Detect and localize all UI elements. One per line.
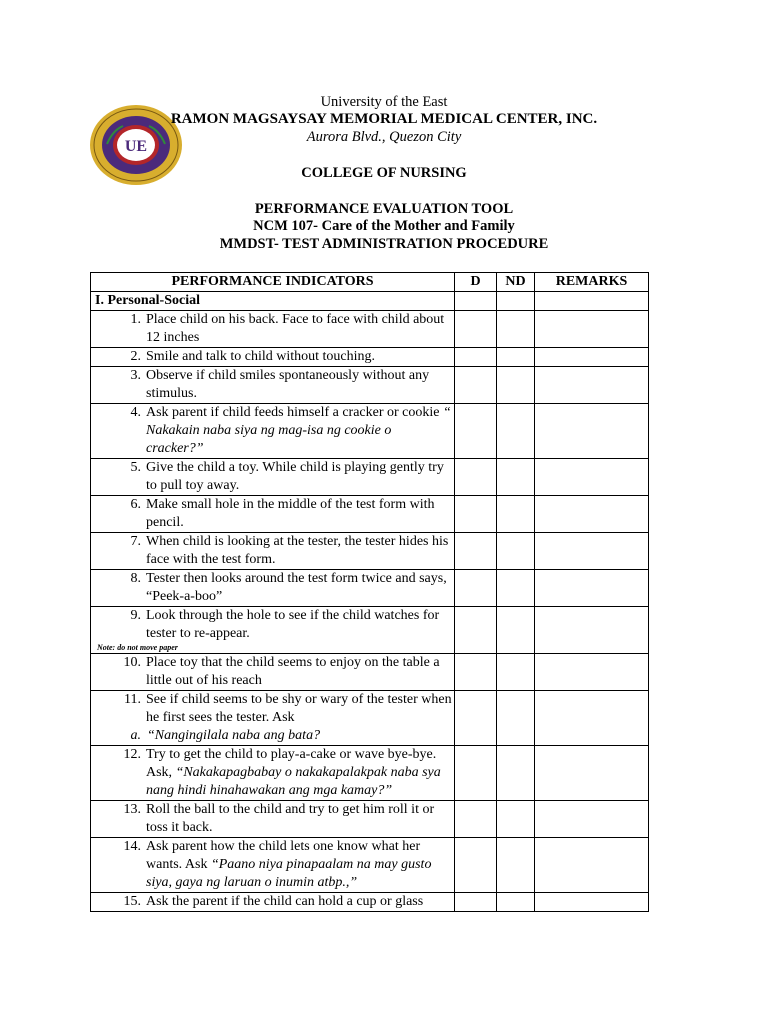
indicator-cell	[91, 348, 455, 367]
d-cell[interactable]	[455, 292, 497, 311]
indicator-item	[93, 746, 452, 800]
indicator-text-wrap	[146, 348, 452, 366]
indicator-number: 5.	[130, 460, 141, 475]
nd-cell[interactable]	[497, 292, 535, 311]
indicator-text: Give the child a toy. While child is playing gently try to pull toy away.	[146, 460, 444, 493]
d-cell[interactable]	[455, 893, 497, 912]
indicator-subitem	[93, 727, 452, 745]
table-row	[91, 311, 649, 348]
indicator-text: Try to get the child to play-a-cake or wave bye-bye. Ask,	[146, 747, 437, 780]
d-cell[interactable]	[455, 746, 497, 801]
d-cell[interactable]	[455, 496, 497, 533]
table-row	[91, 348, 649, 367]
d-cell[interactable]	[455, 570, 497, 607]
indicator-text-wrap	[146, 746, 452, 800]
indicator-text-wrap	[146, 607, 452, 643]
indicator-question: “Paano niya pinapaalam na may gusto siya, gaya ng laruan o inumin atbp.,”	[146, 857, 432, 890]
indicator-cell	[91, 459, 455, 496]
indicator-text-wrap	[146, 654, 452, 690]
indicator-text: See if child seems to be shy or wary of the tester when he first sees the tester. Ask	[146, 692, 452, 725]
medical-center-name: RAMON MAGSAYSAY MEMORIAL MEDICAL CENTER, INC.	[170, 111, 598, 127]
indicator-cell	[91, 801, 455, 838]
d-cell[interactable]	[455, 691, 497, 746]
indicator-number: 6.	[130, 497, 141, 512]
table-row	[91, 607, 649, 654]
remarks-cell[interactable]	[535, 801, 649, 838]
nd-cell[interactable]	[497, 893, 535, 912]
remarks-cell[interactable]	[535, 459, 649, 496]
column-header-nd: ND	[497, 273, 535, 292]
indicator-text-wrap	[146, 691, 452, 727]
indicator-cell	[91, 367, 455, 404]
d-cell[interactable]	[455, 348, 497, 367]
indicator-number: 7.	[130, 534, 141, 549]
indicator-text: Make small hole in the middle of the test form with pencil.	[146, 497, 435, 530]
indicator-text-wrap	[146, 838, 452, 892]
remarks-cell[interactable]	[535, 292, 649, 311]
address: Aurora Blvd., Quezon City	[306, 129, 462, 145]
table-row	[91, 496, 649, 533]
column-header-indicators: PERFORMANCE INDICATORS	[91, 273, 455, 292]
indicator-text-wrap	[146, 367, 452, 403]
remarks-cell[interactable]	[535, 367, 649, 404]
nd-cell[interactable]	[497, 691, 535, 746]
indicator-item	[93, 570, 452, 606]
indicator-number: 9.	[130, 608, 141, 623]
nd-cell[interactable]	[497, 654, 535, 691]
nd-cell[interactable]	[497, 838, 535, 893]
course-title: NCM 107- Care of the Mother and Family	[253, 218, 515, 234]
remarks-cell[interactable]	[535, 746, 649, 801]
remarks-cell[interactable]	[535, 533, 649, 570]
table-row	[91, 654, 649, 691]
remarks-cell[interactable]	[535, 893, 649, 912]
indicator-text-wrap	[146, 570, 452, 606]
indicator-text: When child is looking at the tester, the tester hides his face with the test form.	[146, 534, 449, 567]
remarks-cell[interactable]	[535, 570, 649, 607]
indicator-text-wrap	[146, 533, 452, 569]
indicator-text: Ask the parent if the child can hold a cup or glass	[146, 894, 424, 909]
indicator-item	[93, 348, 452, 366]
remarks-cell[interactable]	[535, 691, 649, 746]
subitem-letter: a.	[130, 728, 141, 743]
indicator-number: 4.	[130, 405, 141, 420]
indicator-text: Ask parent if child feeds himself a cracker or cookie	[146, 405, 440, 420]
remarks-cell[interactable]	[535, 838, 649, 893]
indicator-cell	[91, 893, 455, 912]
indicator-text: Smile and talk to child without touching.	[146, 349, 376, 364]
section-row	[91, 292, 649, 311]
table-row	[91, 838, 649, 893]
nd-cell[interactable]	[497, 367, 535, 404]
indicator-question: “Nakakapagbabay o nakakapalakpak naba sya nang hindi hinahawakan ang mga kamay?”	[146, 765, 441, 798]
procedure-title: MMDST- TEST ADMINISTRATION PROCEDURE	[219, 236, 549, 252]
nd-cell[interactable]	[497, 570, 535, 607]
remarks-cell[interactable]	[535, 496, 649, 533]
indicator-text: Look through the hole to see if the child watches for tester to re-appear.	[146, 608, 440, 641]
indicator-number: 1.	[130, 312, 141, 327]
nd-cell[interactable]	[497, 496, 535, 533]
d-cell[interactable]	[455, 367, 497, 404]
indicator-item	[93, 838, 452, 892]
indicator-item	[93, 311, 452, 347]
nd-cell[interactable]	[497, 607, 535, 654]
indicator-number: 11.	[124, 692, 141, 707]
table-row	[91, 404, 649, 459]
indicator-cell	[91, 654, 455, 691]
indicator-item	[93, 607, 452, 643]
remarks-cell[interactable]	[535, 404, 649, 459]
table-row	[91, 367, 649, 404]
d-cell[interactable]	[455, 404, 497, 459]
remarks-cell[interactable]	[535, 607, 649, 654]
indicator-text: Observe if child smiles spontaneously without any stimulus.	[146, 368, 430, 401]
indicator-item	[93, 496, 452, 532]
table-row	[91, 801, 649, 838]
table-header-row	[91, 273, 649, 292]
indicator-cell	[91, 496, 455, 533]
university-name: University of the East	[320, 94, 448, 110]
indicator-cell	[91, 691, 455, 746]
evaluation-table	[90, 272, 649, 912]
indicator-text: Place child on his back. Face to face with child about 12 inches	[146, 312, 445, 345]
d-cell[interactable]	[455, 654, 497, 691]
nd-cell[interactable]	[497, 533, 535, 570]
table-row	[91, 459, 649, 496]
table-row	[91, 570, 649, 607]
indicator-item	[93, 801, 452, 837]
indicator-cell	[91, 838, 455, 893]
d-cell[interactable]	[455, 801, 497, 838]
indicator-text: Place toy that the child seems to enjoy on the table a little out of his reach	[146, 655, 440, 688]
indicator-text-wrap	[146, 893, 452, 911]
nd-cell[interactable]	[497, 459, 535, 496]
column-header-d: D	[455, 273, 497, 292]
indicator-note: Note: do not move paper	[97, 643, 178, 652]
section-title: I. Personal-Social	[91, 292, 455, 311]
indicator-item	[93, 654, 452, 690]
indicator-number: 2.	[130, 349, 141, 364]
d-cell[interactable]	[455, 311, 497, 348]
indicator-item	[93, 459, 452, 495]
table-row	[91, 691, 649, 746]
nd-cell[interactable]	[497, 404, 535, 459]
nd-cell[interactable]	[497, 348, 535, 367]
indicator-number: 14.	[123, 839, 141, 854]
indicator-number: 12.	[123, 747, 141, 762]
indicator-text: Tester then looks around the test form twice and says, “Peek-a-boo”	[146, 571, 447, 604]
d-cell[interactable]	[455, 607, 497, 654]
seal-center-text: UE	[124, 138, 148, 155]
indicator-item	[93, 367, 452, 403]
indicator-text-wrap	[146, 496, 452, 532]
indicator-item	[93, 893, 452, 911]
table-row	[91, 533, 649, 570]
indicator-text-wrap	[146, 459, 452, 495]
remarks-cell[interactable]	[535, 654, 649, 691]
indicator-text: Ask parent how the child lets one know what her wants. Ask	[146, 839, 421, 872]
remarks-cell[interactable]	[535, 311, 649, 348]
college-name: COLLEGE OF NURSING	[301, 165, 467, 181]
indicator-cell	[91, 404, 455, 459]
indicator-cell	[91, 533, 455, 570]
document-title: PERFORMANCE EVALUATION TOOL	[254, 201, 514, 217]
indicator-number: 15.	[123, 894, 141, 909]
indicator-cell	[91, 570, 455, 607]
indicator-item	[93, 691, 452, 727]
nd-cell[interactable]	[497, 311, 535, 348]
indicator-question: “ Nakakain naba siya ng mag-isa ng cookie o cracker?”	[146, 405, 451, 456]
d-cell[interactable]	[455, 459, 497, 496]
d-cell[interactable]	[455, 533, 497, 570]
indicator-number: 10.	[123, 655, 141, 670]
indicator-text-wrap	[146, 311, 452, 347]
table-row	[91, 893, 649, 912]
indicator-item	[93, 404, 452, 458]
column-header-remarks: REMARKS	[535, 273, 649, 292]
nd-cell[interactable]	[497, 801, 535, 838]
indicator-cell	[91, 311, 455, 348]
remarks-cell[interactable]	[535, 348, 649, 367]
indicator-text-wrap	[146, 404, 452, 458]
d-cell[interactable]	[455, 838, 497, 893]
subitem-text: “Nangingilala naba ang bata?	[147, 728, 321, 743]
table-row	[91, 746, 649, 801]
indicator-text-wrap	[146, 801, 452, 837]
indicator-item	[93, 533, 452, 569]
indicator-number: 13.	[123, 802, 141, 817]
indicator-cell	[91, 607, 455, 654]
indicator-number: 8.	[130, 571, 141, 586]
indicator-cell	[91, 746, 455, 801]
indicator-number: 3.	[130, 368, 141, 383]
nd-cell[interactable]	[497, 746, 535, 801]
indicator-text: Roll the ball to the child and try to get him roll it or toss it back.	[146, 802, 435, 835]
